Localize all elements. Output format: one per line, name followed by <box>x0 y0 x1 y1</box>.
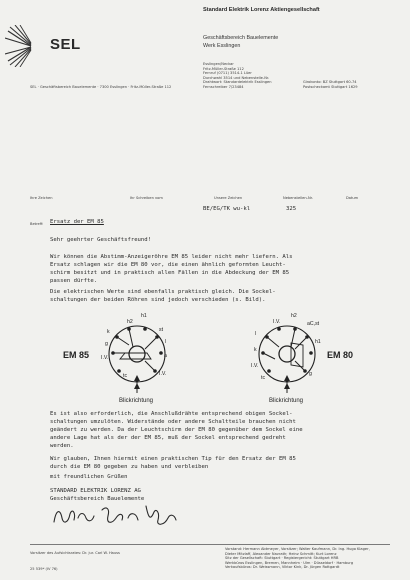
tube-label-em85: EM 85 <box>63 350 90 360</box>
socket-pins <box>261 327 313 382</box>
pin-label: a <box>164 353 167 359</box>
paragraph-2 <box>50 288 276 304</box>
pin-label: h2 <box>127 319 133 325</box>
pin-label: I.V. <box>101 355 109 361</box>
salutation: Sehr geehrter Geschäftsfreund! <box>50 237 152 243</box>
footer-line: Verkaufsbüros: Dr. Weissmann, Viktor Kink, Dr. Jürgen Rottgardt <box>225 565 340 570</box>
socket-diagram <box>55 307 375 407</box>
signature <box>50 500 190 532</box>
logo-text: SEL <box>50 36 81 53</box>
address-line: Fernruf (0711) 3514-1 Lüer <box>203 71 252 76</box>
footer-line: Vorstand: Hermann Abtmeyer, Vorsitzer; Walter Kaufmann, Dr. Ing. Hugo Klager, <box>225 547 370 551</box>
text-line: Es ist also erforderlich, die Anschlußdrähte entsprechend obigen Sockel- <box>50 411 293 417</box>
paragraph-4 <box>50 455 296 471</box>
text-line: schaltungen der beiden Röhren sind jedoch verschieden (s. Bild). <box>50 297 266 304</box>
plant-name: Werk Esslingen <box>203 43 241 49</box>
footer-line: Dieter Mitzlaff, Alexander Navrath; Heinz Schmitt; Kurt Lorenz <box>225 551 337 556</box>
bank-line: Girokonto: BZ Stuttgart 60-74 <box>303 80 357 85</box>
tube-label-em80: EM 80 <box>327 350 354 360</box>
sel-logo-mark <box>5 25 45 67</box>
text-line: Ersatz schlagen wir die EM 80 vor, die einen ähnlich geformten Leucht- <box>50 262 286 269</box>
form-code: 25 539* (IV 76) <box>30 567 58 571</box>
text-line: passen dürfte. <box>50 278 98 285</box>
company-name: Standard Elektrik Lorenz Aktiengesellschaft <box>203 7 320 13</box>
pin-label: h2 <box>291 313 297 319</box>
footer-line: Sitz der Gesellschaft: Stuttgart · Registergericht: Stuttgart HRB <box>225 556 339 561</box>
pin-label: I.V. <box>251 363 259 369</box>
division-name: Geschäftsbereich Bauelemente <box>203 35 279 41</box>
text-line: Wir glauben, Ihnen hiermit einen praktischen Tip für den Ersatz der EM 85 <box>50 456 296 462</box>
socket-center <box>279 346 295 362</box>
text-line: werden. <box>50 443 74 450</box>
address-line: Fernschreiber 7/23484 <box>203 85 244 89</box>
text-line: durch die EM 80 gegeben zu haben und verbleiben <box>50 464 209 471</box>
pin-label: I.V. <box>273 319 281 325</box>
footer-board <box>225 547 370 570</box>
pin-label: aC,st <box>307 321 320 327</box>
view-caption-left: Blickrichtung <box>119 398 154 404</box>
label-extension: Nebenstellen-Nr. <box>283 196 313 200</box>
sender-company: STANDARD ELEKTRIK LORENZ AG <box>50 488 141 494</box>
pin-label: g <box>309 371 312 377</box>
pin-label: h1 <box>315 339 321 345</box>
paragraph-3 <box>50 410 303 450</box>
paragraph-1 <box>50 253 292 285</box>
socket-pins <box>111 327 163 382</box>
pin-label: st <box>159 327 164 333</box>
socket-outline <box>109 326 165 382</box>
text-line: schaltungen umzulöten. Widerstände oder andere Schaltteile brauchen nicht <box>50 419 296 426</box>
pin-label: tc <box>123 373 128 379</box>
address-line: Durchwahl 3514 und Nebenstelle-Nr. <box>203 75 270 80</box>
sender-division: Geschäftsbereich Bauelemente <box>50 496 145 503</box>
text-line: schirm besitzt und in praktisch allen Fällen in die Abdeckung der EM 85 <box>50 270 290 277</box>
text-line: Wir können die Abstimm-Anzeigeröhre EM 85 leider nicht mehr liefern. Als <box>50 254 293 260</box>
label-your-sign: Ihre Zeichen <box>30 196 53 200</box>
return-address: SEL · Geschäftsbereich Bauelemente · 7300 Esslingen · Fritz-Müller-Straße 112 <box>30 85 172 89</box>
pin-label: g <box>105 341 108 347</box>
subject-label: Betreff: <box>30 222 44 226</box>
footer-line: Werkbüros Esslingen, Bremen, Mannheim · Ulm · Düsseldorf · Hamburg <box>225 560 354 565</box>
bank-line: Postscheckamt Stuttgart 1629 <box>303 85 358 89</box>
view-caption-right: Blickrichtung <box>269 398 304 404</box>
pin-label: tc <box>261 375 266 381</box>
address-line: Fritz-Müller-Straße 112 <box>203 66 244 71</box>
text-line: geändert zu werden. Da der Leuchtschirm der EM 80 gegenüber dem Sockel eine <box>50 427 303 434</box>
label-our-sign: Unsere Zeichen <box>214 196 243 200</box>
our-sign-value: BE/EG/TK wu-kl <box>203 206 251 212</box>
label-your-letter: Ihr Schreiben vom <box>130 196 163 200</box>
pin-label: k <box>254 347 257 353</box>
address-line: Esslingen/Neckar <box>203 62 234 66</box>
pin-label: l <box>165 339 167 345</box>
pin-label: l <box>255 331 257 337</box>
socket-outline <box>259 326 315 382</box>
subject: Ersatz der EM 85 <box>50 219 104 225</box>
label-date: Datum <box>346 196 359 200</box>
pin-label: I.V. <box>159 371 167 377</box>
closing: mit freundlichen Grüßen <box>50 474 128 480</box>
pin-label: k <box>107 329 110 335</box>
address-line: Drahtwort: Standardelektrik Esslingen <box>203 80 272 85</box>
footer-chairman: Vorsitzer des Aufsichtsrates: Dr. jur. Carl W. Hauss <box>30 551 120 555</box>
pin-label: h1 <box>141 313 147 319</box>
extension-value: 325 <box>286 206 297 212</box>
text-line: andere Lage hat als der der EM 85, muß der Sockel entsprechend gedreht <box>50 435 286 442</box>
socket-center <box>129 346 145 362</box>
text-line: Die elektrischen Werte sind ebenfalls praktisch gleich. Die Sockel- <box>50 289 276 295</box>
